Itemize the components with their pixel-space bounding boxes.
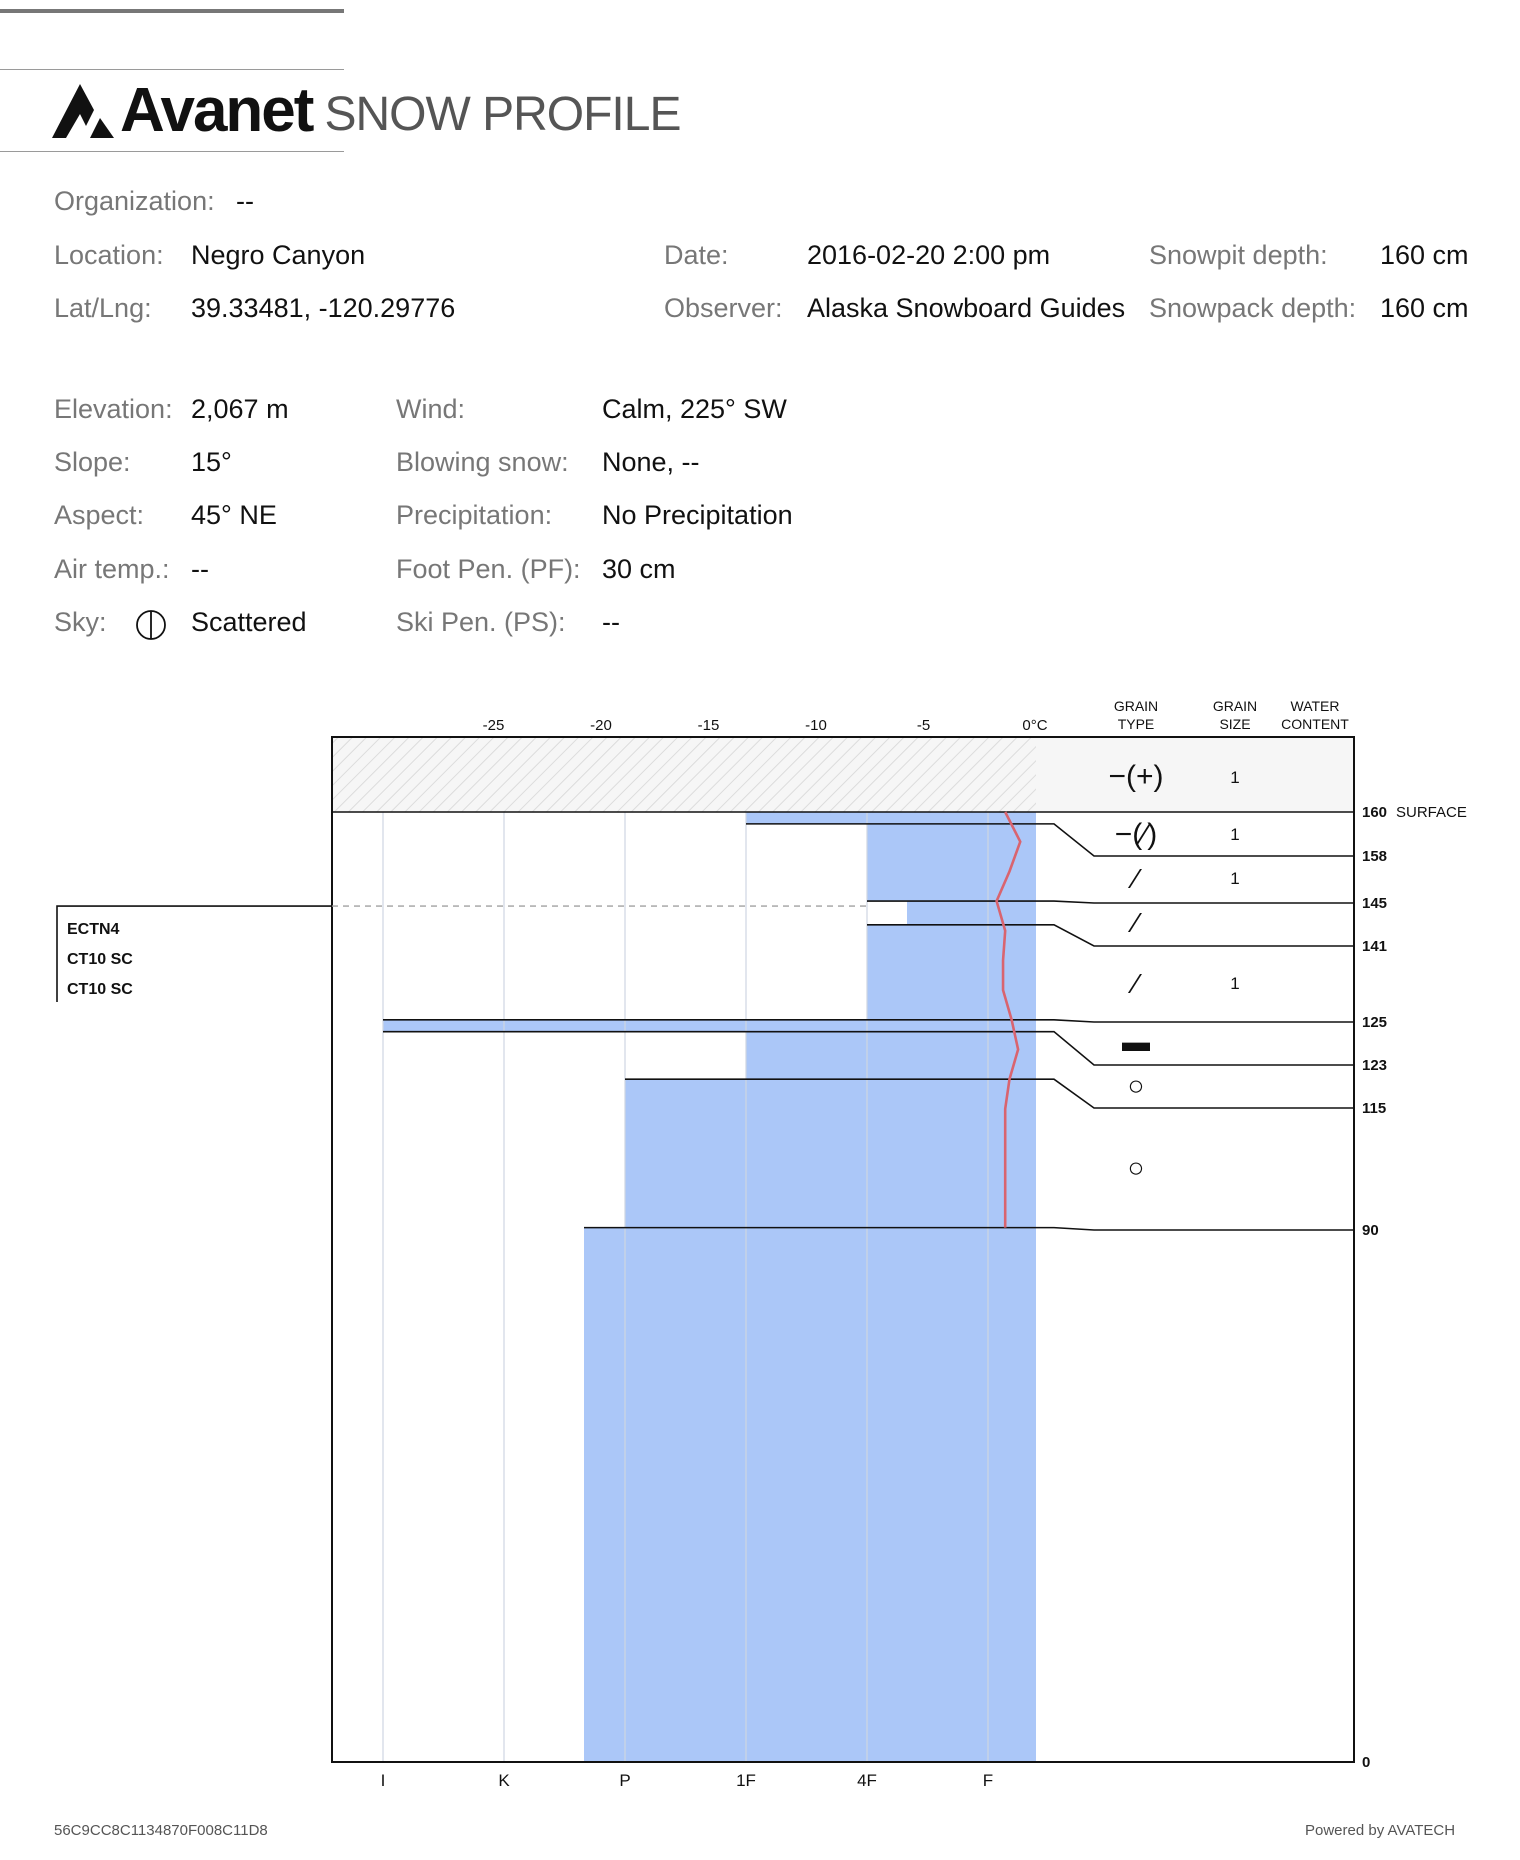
- precipitation-label: Precipitation:: [396, 500, 553, 530]
- wind-label: Wind:: [396, 394, 466, 424]
- aspect-value: 45° NE: [191, 500, 277, 530]
- observer-label: Observer:: [664, 293, 783, 323]
- latlng-label: Lat/Lng:: [54, 293, 152, 323]
- hardness-bar: [867, 925, 1036, 1020]
- hardness-bar: [584, 1228, 1036, 1762]
- depth-axis-label: 125: [1362, 1014, 1388, 1031]
- profile-id: 56C9CC8C1134870F008C11D8: [54, 1822, 268, 1839]
- temperature-tick-label: -20: [590, 717, 612, 734]
- date-value: 2016-02-20 2:00 pm: [807, 240, 1051, 270]
- snowpit-depth-value: 160 cm: [1380, 240, 1469, 270]
- grain-size-value: 1: [1230, 869, 1240, 888]
- powered-by: Powered by AVATECH: [1305, 1822, 1456, 1839]
- ice-formation-icon: ▬: [1122, 1026, 1150, 1057]
- temperature-tick-label: -25: [482, 717, 505, 734]
- ski-pen-value: --: [602, 607, 620, 637]
- location-value: Negro Canyon: [191, 240, 366, 270]
- blowing-snow-label: Blowing snow:: [396, 447, 569, 477]
- column-header-line1: GRAIN: [1113, 698, 1159, 714]
- air-temp-label: Air temp.:: [54, 554, 170, 584]
- temperature-tick-label: 0°C: [1022, 717, 1048, 734]
- temperature-tick-label: -15: [697, 717, 720, 734]
- decomposing-fragments-icon: ⁄: [1133, 907, 1139, 938]
- hardness-axis-label: F: [982, 1771, 994, 1790]
- depth-axis-label: 123: [1362, 1057, 1388, 1074]
- hardness-axis-label: K: [498, 1771, 510, 1790]
- temperature-tick-label: -10: [805, 717, 827, 734]
- slope-value: 15°: [191, 447, 232, 477]
- hardness-bar: [625, 1079, 1036, 1227]
- stability-test-result: ECTN4: [67, 921, 120, 938]
- hardness-axis-label: I: [380, 1771, 386, 1790]
- surface-hatch: [332, 737, 1036, 812]
- observer-value: Alaska Snowboard Guides: [807, 293, 1126, 323]
- aspect-label: Aspect:: [54, 500, 145, 530]
- latlng-value: 39.33481, -120.29776: [191, 293, 456, 323]
- rounded-grains-icon: ○: [1127, 1070, 1145, 1101]
- decomposing-fragments-icon: −(⁄): [1114, 818, 1158, 851]
- wind-value: Calm, 225° SW: [602, 394, 787, 424]
- elevation-value: 2,067 m: [191, 394, 289, 424]
- depth-axis-label: 158: [1362, 848, 1388, 865]
- surface-grain-size: 1: [1230, 768, 1240, 787]
- snowpack-depth-value: 160 cm: [1380, 293, 1469, 323]
- grain-size-value: 1: [1230, 974, 1240, 993]
- foot-pen-value: 30 cm: [602, 554, 676, 584]
- hardness-bar: [746, 812, 1036, 824]
- stability-test-result: CT10 SC: [67, 981, 133, 998]
- organization-label: Organization:: [54, 186, 215, 216]
- sky-value: Scattered: [191, 607, 307, 637]
- temperature-tick-label: -5: [916, 717, 931, 734]
- rounded-grains-icon: ○: [1127, 1152, 1145, 1183]
- organization-value: --: [236, 186, 254, 216]
- blowing-snow-value: None, --: [602, 447, 700, 477]
- hardness-axis-label: P: [619, 1771, 631, 1790]
- depth-axis-label: 90: [1362, 1222, 1379, 1239]
- decomposing-fragments-icon: ⁄: [1133, 863, 1139, 894]
- depth-axis-label: 141: [1362, 938, 1388, 955]
- column-header-line1: WATER: [1290, 698, 1340, 714]
- date-label: Date:: [664, 240, 729, 270]
- hardness-bar: [383, 1020, 1036, 1032]
- depth-axis-label: 160: [1362, 804, 1388, 821]
- surface-grain-type: −(+): [1108, 760, 1164, 793]
- surface-label: SURFACE: [1396, 804, 1467, 821]
- column-header-line2: SIZE: [1219, 716, 1251, 732]
- depth-axis-label: 0: [1362, 1754, 1371, 1771]
- column-header-line1: GRAIN: [1212, 698, 1258, 714]
- foot-pen-label: Foot Pen. (PF):: [396, 554, 581, 584]
- precipitation-value: No Precipitation: [602, 500, 793, 530]
- elevation-label: Elevation:: [54, 394, 173, 424]
- snowpit-depth-label: Snowpit depth:: [1149, 240, 1328, 270]
- slope-label: Slope:: [54, 447, 131, 477]
- grain-size-value: 1: [1230, 825, 1240, 844]
- air-temp-value: --: [191, 554, 209, 584]
- column-header-line2: TYPE: [1117, 716, 1155, 732]
- snowpack-depth-label: Snowpack depth:: [1149, 293, 1357, 323]
- depth-axis-label: 115: [1362, 1100, 1387, 1117]
- hardness-bar: [907, 901, 1036, 925]
- column-header-line2: CONTENT: [1281, 716, 1349, 732]
- decomposing-fragments-icon: ⁄: [1133, 968, 1139, 999]
- hardness-axis-label: 1F: [736, 1771, 756, 1790]
- hardness-bar: [867, 824, 1036, 901]
- ski-pen-label: Ski Pen. (PS):: [396, 607, 566, 637]
- sky-label: Sky:: [54, 607, 107, 637]
- location-label: Location:: [54, 240, 164, 270]
- brand-name: Avanet: [120, 76, 313, 145]
- stability-test-result: CT10 SC: [67, 951, 133, 968]
- hardness-axis-label: 4F: [857, 1771, 877, 1790]
- layer-boundary-line: [746, 824, 1354, 856]
- depth-axis-label: 145: [1362, 895, 1388, 912]
- hardness-bar: [746, 1032, 1036, 1080]
- brand-title: SNOW PROFILE: [324, 88, 681, 141]
